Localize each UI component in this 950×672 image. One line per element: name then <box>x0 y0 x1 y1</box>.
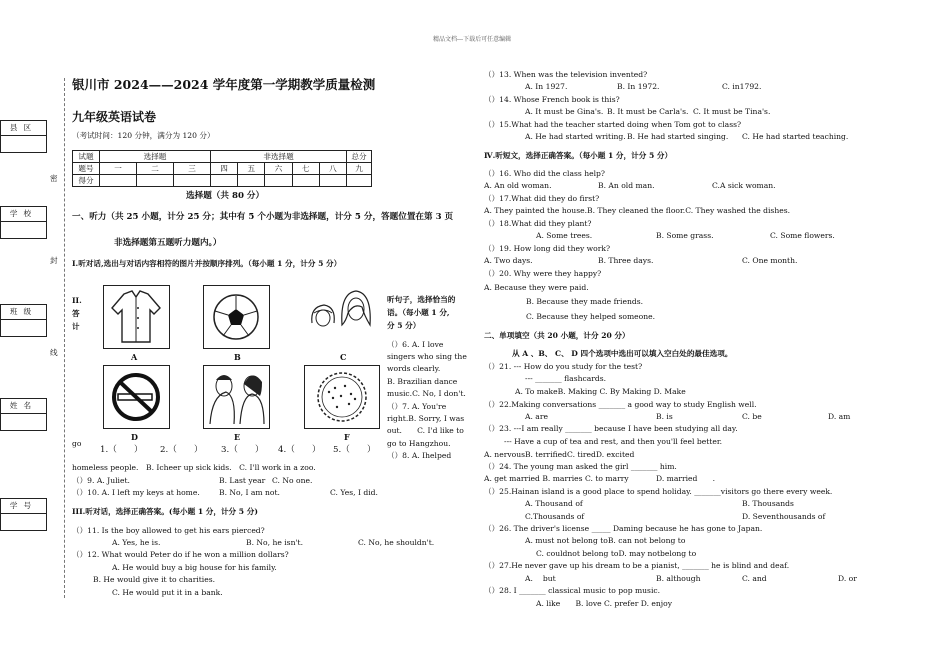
q22-option-a: A. are <box>525 412 548 421</box>
q19-option-b: B. Three days. <box>598 256 654 265</box>
q22-option-b: B. is <box>656 412 673 421</box>
score-table-cell: 试题 <box>73 151 100 163</box>
q18-option-c: C. Some flowers. <box>770 231 835 240</box>
q16-option-c: C.A sick woman. <box>712 181 776 190</box>
q7-line-4: go to Hangzhou. <box>387 439 451 448</box>
q9-question: （）9. A. Juliet. <box>72 476 130 485</box>
q23-options: A. nervousB. terrifiedC. tiredD. excited <box>484 450 635 459</box>
score-cell-blank[interactable] <box>137 175 174 187</box>
q12-option-b: B. He would give it to charities. <box>93 575 216 584</box>
section2-text-3: 分 5 分） <box>387 321 421 330</box>
q18-question: （）18.What did they plant? <box>484 219 592 228</box>
q14-option-c: C. It must be Tina's. <box>693 107 771 116</box>
score-cell-blank[interactable] <box>319 175 346 187</box>
binding-field-name[interactable] <box>0 413 47 431</box>
q13-question: （）13. When was the television invented? <box>484 70 648 79</box>
binding-label-id: 学号 <box>0 498 47 513</box>
choice-heading: 选择题（共 80 分） <box>186 191 265 201</box>
q7-line-1: （）7. A. You're <box>387 402 447 411</box>
section2-text-1: 听句子，选择恰当的 <box>387 295 456 304</box>
q12-option-c: C. He would put it in a bank. <box>112 588 223 597</box>
q25-option-c: C.Thousands of <box>525 512 585 521</box>
section1-heading: I.听对话,选出与对话内容相符的图片并按顺序排列。（每小题 1 分，计分 5 分） <box>72 259 342 268</box>
score-table-cell: 二 <box>137 163 174 175</box>
q6-line-4: B. Brazilian dance <box>387 377 458 386</box>
q19-option-c: C. One month. <box>742 256 798 265</box>
picture-label-c: C <box>340 352 347 362</box>
score-cell-blank[interactable] <box>292 175 319 187</box>
q16-question: （）16. Who did the class help? <box>484 169 605 178</box>
q28-question: （）28. I _______ classical music to pop music. <box>484 586 661 595</box>
q22-question: （）22.Making conversations _______ a good way to study English well. <box>484 400 757 409</box>
q21-options: A. To makeB. Making C. By Making D. Make <box>515 387 686 396</box>
q24-options-abc: A. get married B. marries C. to marry <box>484 474 629 483</box>
section2-text-2: 语。（每小题 1 分, <box>387 308 450 317</box>
binding-field-district[interactable] <box>0 135 47 153</box>
q7-line-3: out. C. I'd like to <box>387 426 464 435</box>
picture-label-b: B <box>234 352 241 362</box>
score-table-cell: 五 <box>238 163 265 175</box>
score-table <box>72 150 372 187</box>
part2-instruction: 从 A 、B、 C、 D 四个选项中选出可以填入空白处的最佳选项。 <box>512 349 733 358</box>
no-smoking-icon <box>104 366 169 428</box>
q14-option-b: B. It must be Carla's. <box>607 107 689 116</box>
q20-option-a: A. Because they were paid. <box>484 283 589 292</box>
binding-label-district: 县区 <box>0 120 47 135</box>
q27-question: （）27.He never gave up his dream to be a pianist, _______ he is blind and deaf. <box>484 561 790 570</box>
q17-question: （）17.What did they do first? <box>484 194 600 203</box>
q27-option-c: C. and <box>742 574 767 583</box>
score-table-cell: 一 <box>100 163 137 175</box>
binding-field-school[interactable] <box>0 221 47 239</box>
q28-options: A. like B. love C. prefer D. enjoy <box>536 599 673 608</box>
page-subtitle: 九年级英语试卷 <box>72 110 157 124</box>
binding-label-name: 姓名 <box>0 398 47 413</box>
section2-label-b: 计 <box>72 322 80 331</box>
q26-options-ab: A. must not belong toB. can not belong to <box>525 536 686 545</box>
binding-field-id[interactable] <box>0 513 47 531</box>
binding-label-school: 学校 <box>0 206 47 221</box>
seal-char-xian: 线 <box>50 348 58 357</box>
exam-info: （考试时间：120 分钟，满分为 120 分） <box>72 131 215 140</box>
score-cell-blank[interactable] <box>265 175 292 187</box>
score-table-cell: 三 <box>174 163 211 175</box>
score-table-cell: 题号 <box>73 163 100 175</box>
q15-option-b: B. He had started singing. <box>627 132 729 141</box>
picture-d-no-smoking <box>103 365 170 429</box>
q15-option-a: A. He had started writing. <box>525 132 626 141</box>
q19-option-a: A. Two days. <box>484 256 533 265</box>
picture-c-girls <box>304 285 378 347</box>
q20-option-b: B. Because they made friends. <box>526 297 644 306</box>
q27-option-b: B. although <box>656 574 701 583</box>
q24-option-d: D. married . <box>656 474 716 483</box>
part1-heading-cont: 非选择题第五题听力题内。） <box>114 238 222 248</box>
q25-question: （）25.Hainan island is a good place to spend holiday. _______visitors go there every week. <box>484 487 833 496</box>
q26-options-cd: C. couldnot belong toD. may notbelong to <box>536 549 697 558</box>
q27-option-a: A. but <box>525 574 556 583</box>
header-note: 精品文档---下载后可任意编辑 <box>433 36 512 43</box>
page-title: 银川市 2024——2024 学年度第一学期教学质量检测 <box>72 77 376 92</box>
q9-option-c: C. No one. <box>272 476 313 485</box>
q24-question: （）24. The young man asked the girl _______ him. <box>484 462 677 471</box>
q15-option-c: C. He had started teaching. <box>742 132 849 141</box>
q11-option-c: C. No, he shouldn't. <box>358 538 435 547</box>
q23-question: （）23. ---I am really _______ because I have been studying all day. <box>484 424 738 433</box>
q10-option-b: B. No, I am not. <box>219 488 280 497</box>
part1-heading: 一、听力（共 25 小题，计分 25 分；其中有 5 个小题为非选择题，计分 5 分，答题位置在第 3 页 <box>72 212 454 222</box>
q25-option-b: B. Thousands <box>742 499 794 508</box>
q10-question: （）10. A. I left my keys at home. <box>72 488 200 497</box>
q25-option-d: D. Seventhousands of <box>742 512 826 521</box>
score-cell-blank[interactable] <box>238 175 265 187</box>
seal-char-mi: 密 <box>50 174 58 183</box>
seal-line <box>64 78 65 598</box>
score-table-cell: 总分 <box>347 151 372 163</box>
score-cell-blank[interactable] <box>174 175 211 187</box>
q13-option-a: A. In 1927. <box>525 82 568 91</box>
score-table-cell: 选择题 <box>100 151 211 163</box>
q20-question: （）20. Why were they happy? <box>484 269 602 278</box>
binding-field-class[interactable] <box>0 319 47 337</box>
q22-option-d: D. am <box>828 412 851 421</box>
answer-blank-5[interactable]: 5.（ ） <box>333 445 376 455</box>
q7-line-2: right.B. Sorry, I was <box>387 414 465 423</box>
q6-line-2: singers who sing the <box>387 352 467 361</box>
binding-label-class: 班级 <box>0 304 47 319</box>
picture-f-cookie <box>304 365 380 429</box>
q6-line-5: music.C. No, I don't. <box>387 389 466 398</box>
q8-options: homeless people. B. Icheer up sick kids. C. I'll work in a zoo. <box>72 463 316 472</box>
q13-option-c: C. in1792. <box>722 82 762 91</box>
score-table-cell: 八 <box>319 163 346 175</box>
q13-option-b: B. In 1972. <box>617 82 660 91</box>
picture-e-people <box>203 365 270 429</box>
score-cell-blank[interactable] <box>211 175 238 187</box>
soccer-ball-icon <box>204 286 269 348</box>
answer-blank-1[interactable]: 1.（ ） <box>100 445 143 455</box>
cookie-icon <box>305 366 379 428</box>
q16-option-a: A. An old woman. <box>484 181 552 190</box>
q23-line-2: --- Have a cup of tea and rest, and then you'll feel better. <box>504 437 723 446</box>
section3-heading: III.听对话，选择正确答案。(每小题 1 分，计分 5 分) <box>72 507 258 516</box>
answer-blank-4[interactable]: 4.（ ） <box>278 445 321 455</box>
section2-label: II. <box>72 296 82 305</box>
q20-option-c: C. Because they helped someone. <box>526 312 656 321</box>
q12-option-a: A. He would buy a big house for his family. <box>112 563 277 572</box>
picture-label-a: A <box>131 352 138 362</box>
q11-option-b: B. No, he isn't. <box>246 538 304 547</box>
picture-b-ball <box>203 285 270 349</box>
picture-label-e: E <box>234 432 241 442</box>
seal-char-feng: 封 <box>50 256 58 265</box>
q17-options: A. They painted the house.B. They cleaned the floor.C. They washed the dishes. <box>484 206 791 215</box>
q15-question: （）15.What had the teacher started doing when Tom got to class? <box>484 120 742 129</box>
score-table-cell: 六 <box>265 163 292 175</box>
q6-line-1: （）6. A. I love <box>387 340 444 349</box>
score-table-cell: 四 <box>211 163 238 175</box>
q18-option-b: B. Some grass. <box>656 231 714 240</box>
section2-label-a: 答 <box>72 309 80 318</box>
picture-label-d: D <box>131 432 138 442</box>
q22-option-c: C. be <box>742 412 762 421</box>
q12-question: （）12. What would Peter do if he won a million dollars? <box>72 550 289 559</box>
q14-question: （）14. Whose French book is this? <box>484 95 620 104</box>
girls-icon <box>304 285 378 347</box>
answer-blank-3[interactable]: 3.（ ） <box>221 445 264 455</box>
picture-label-f: F <box>344 432 350 442</box>
q19-question: （）19. How long did they work? <box>484 244 611 253</box>
q9-option-b: B. Last year <box>219 476 266 485</box>
answer-blank-2[interactable]: 2.（ ） <box>160 445 203 455</box>
q27-option-d: D. or <box>838 574 857 583</box>
score-table-cell: 九 <box>347 163 372 175</box>
shirt-icon <box>104 286 169 348</box>
q26-question: （）26. The driver's license _____ Daming because he has gone to Japan. <box>484 524 763 533</box>
score-cell-blank[interactable] <box>347 175 372 187</box>
part2-heading: 二、单项填空（共 20 小题，计分 20 分） <box>484 331 630 340</box>
score-table-cell: 非选择题 <box>211 151 347 163</box>
q6-line-3: words clearly. <box>387 364 441 373</box>
q11-option-a: A. Yes, he is. <box>112 538 161 547</box>
q21-line-2: --- _______ flashcards. <box>525 374 607 383</box>
q8-go: go <box>72 439 82 448</box>
q8-line: （）8. A. Ihelped <box>387 451 452 460</box>
q18-option-a: A. Some trees. <box>536 231 593 240</box>
score-table-cell: 七 <box>292 163 319 175</box>
picture-a-shirt <box>103 285 170 349</box>
q11-question: （）11. Is the boy allowed to get his ears pierced? <box>72 526 265 535</box>
section4-heading: Ⅳ.听短文，选择正确答案。（每小题 1 分，计分 5 分） <box>484 151 673 160</box>
q16-option-b: B. An old man. <box>598 181 655 190</box>
people-talking-icon <box>204 366 269 428</box>
q21-question: （）21. --- How do you study for the test? <box>484 362 643 371</box>
q25-option-a: A. Thousand of <box>525 499 583 508</box>
q10-option-c: C. Yes, I did. <box>330 488 378 497</box>
score-table-cell: 得分 <box>73 175 100 187</box>
score-cell-blank[interactable] <box>100 175 137 187</box>
q14-option-a: A. It must be Gina's. <box>525 107 604 116</box>
